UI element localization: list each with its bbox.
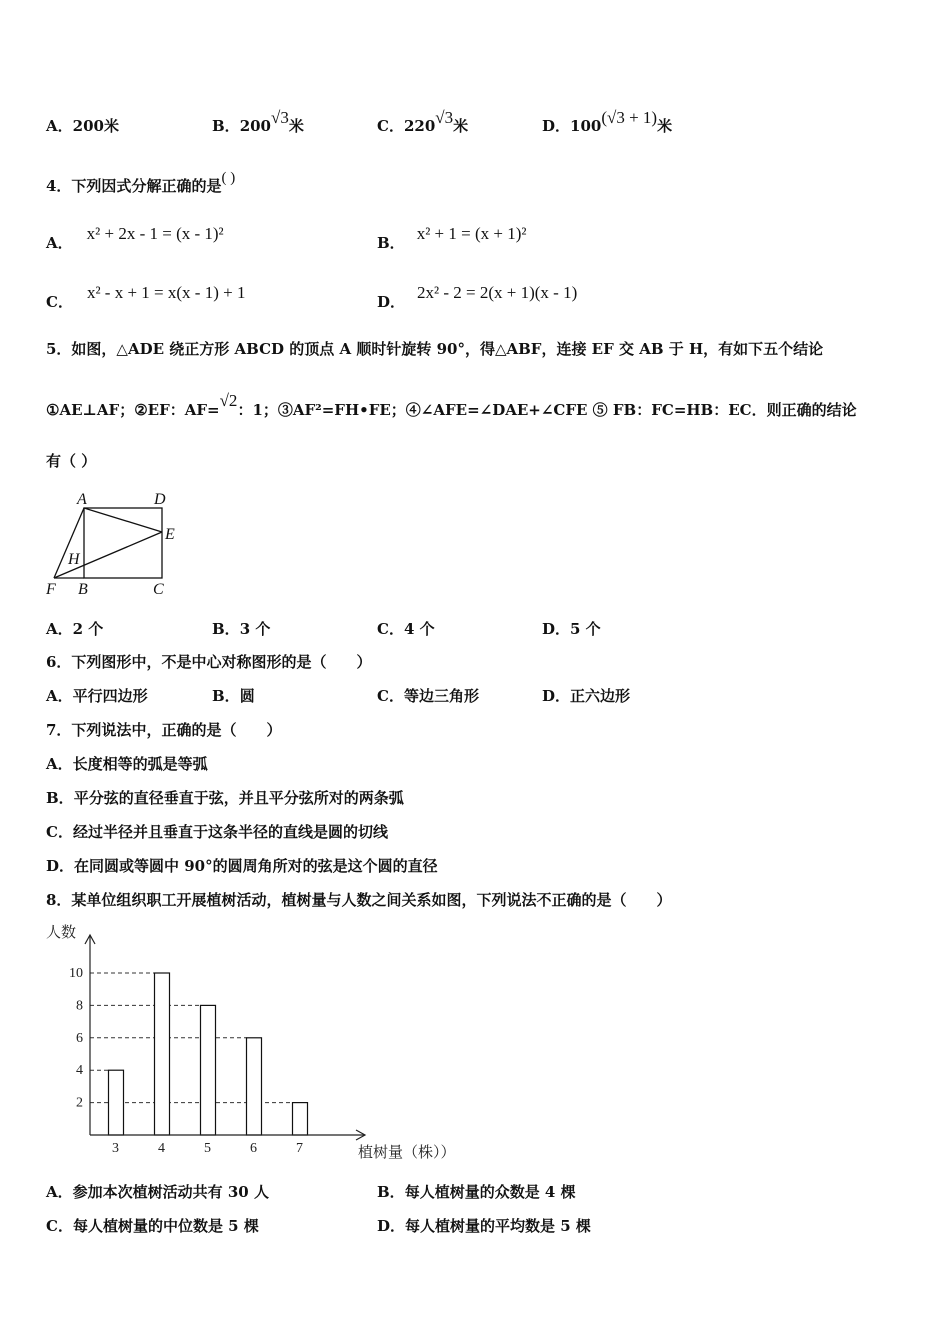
label-b: B — [78, 581, 88, 598]
q3-option-d[interactable]: D．100(√3 + 1)米 — [542, 108, 673, 135]
q7-option-d[interactable]: D．在同圆或等圆中 90°的圆周角所对的弦是这个圆的直径 — [46, 857, 438, 875]
y-tick-label: 4 — [76, 1063, 83, 1079]
bar-5 — [201, 1005, 216, 1135]
sqrt-expression: √3 — [271, 108, 289, 127]
q8-option-c[interactable]: C．每人植树量的中位数是 5 棵 — [46, 1217, 259, 1235]
q5-option-d[interactable]: D．5 个 — [542, 620, 601, 638]
x-tick-label: 7 — [296, 1141, 303, 1156]
answer-paren: ( ) — [221, 170, 236, 186]
math-expression: x² + 1 = (x + 1)² — [416, 224, 527, 243]
q7-option-a[interactable]: A．长度相等的弧是等弧 — [46, 755, 208, 773]
sqrt-expression: √3 — [435, 108, 454, 127]
q8-option-a[interactable]: A．参加本次植树活动共有 30 人 — [46, 1183, 269, 1201]
q4-option-c[interactable]: C． x² - x + 1 = x(x - 1) + 1 — [46, 283, 246, 311]
label-a: A — [77, 491, 87, 508]
q7-option-c[interactable]: C．经过半径并且垂直于这条半径的直线是圆的切线 — [46, 823, 388, 841]
q8-option-d[interactable]: D．每人植树量的平均数是 5 棵 — [377, 1217, 591, 1235]
q4-stem: 4．下列因式分解正确的是( ) — [46, 170, 236, 195]
q3-option-b[interactable]: B．200√3米 — [212, 108, 304, 135]
math-expression: x² + 2x - 1 = (x - 1)² — [86, 224, 224, 243]
label-d: D — [154, 491, 166, 508]
q8-option-b[interactable]: B．每人植树量的众数是 4 棵 — [377, 1183, 576, 1201]
y-tick-label: 6 — [76, 1030, 83, 1046]
q4-option-d[interactable]: D． 2x² - 2 = 2(x + 1)(x - 1) — [377, 283, 578, 311]
label-f: F — [46, 581, 56, 598]
sqrt-expression: √2 — [219, 391, 238, 410]
math-expression: 2x² - 2 = 2(x + 1)(x - 1) — [417, 283, 578, 302]
q5-stem-line1: 5．如图，△ADE 绕正方形 ABCD 的顶点 A 顺时针旋转 90°，得△ABF，连接 EF 交 AB 于 H，有如下五个结论 — [46, 340, 824, 358]
q4-option-b[interactable]: B． x² + 1 = (x + 1)² — [377, 224, 527, 252]
q5-option-a[interactable]: A．2 个 — [46, 620, 104, 638]
q6-option-b[interactable]: B．圆 — [212, 687, 255, 705]
x-tick-label: 4 — [158, 1141, 165, 1156]
y-tick-label: 10 — [69, 966, 83, 981]
q5-stem-line2: ①AE⊥AF；②EF：AF=√2：1；③AF²=FH•FE；④∠AFE=∠DAE+∠CFE ⑤ FB：FC=HB：EC．则正确的结论 — [46, 391, 857, 419]
math-expression: x² - x + 1 = x(x - 1) + 1 — [86, 283, 246, 302]
q5-option-b[interactable]: B．3 个 — [212, 620, 271, 638]
label-h: H — [68, 551, 80, 568]
q6-option-d[interactable]: D．正六边形 — [542, 687, 631, 705]
tree-planting-bar-chart — [40, 920, 480, 1165]
q4-option-a[interactable]: A． x² + 2x - 1 = (x - 1)² — [46, 224, 224, 252]
q6-stem: 6．下列图形中，不是中心对称图形的是（ ） — [46, 653, 372, 671]
q6-option-a[interactable]: A．平行四边形 — [46, 687, 148, 705]
label-c: C — [153, 581, 164, 598]
x-tick-label: 5 — [204, 1141, 211, 1156]
q3-option-a[interactable]: A．200米 — [46, 117, 119, 135]
label-e: E — [165, 526, 175, 543]
q7-option-b[interactable]: B．平分弦的直径垂直于弦，并且平分弦所对的两条弧 — [46, 789, 404, 807]
x-tick-label: 6 — [250, 1141, 257, 1156]
segment-ae — [84, 508, 162, 532]
x-axis-label: 植树量（株）） — [358, 1143, 456, 1161]
q3-option-c[interactable]: C．220√3米 — [377, 108, 469, 135]
square-rotation-figure — [44, 488, 194, 600]
x-tick-label: 3 — [112, 1141, 119, 1156]
q5-stem-line3: 有（ ） — [46, 452, 97, 470]
bar-6 — [247, 1038, 262, 1135]
sqrt-expression: (√3 + 1) — [601, 108, 658, 127]
q8-stem: 8．某单位组织职工开展植树活动，植树量与人数之间关系如图，下列说法不正确的是（ ） — [46, 891, 672, 909]
y-tick-label: 2 — [76, 1095, 83, 1111]
y-tick-label: 8 — [76, 998, 83, 1014]
square-abcd — [84, 508, 162, 578]
q7-stem: 7．下列说法中，正确的是（ ） — [46, 721, 282, 739]
bar-3 — [109, 1070, 124, 1135]
bar-4 — [155, 973, 170, 1135]
y-axis-label: 人数 — [46, 925, 77, 941]
bar-7 — [293, 1103, 308, 1135]
q5-option-c[interactable]: C．4 个 — [377, 620, 435, 638]
q6-option-c[interactable]: C．等边三角形 — [377, 687, 479, 705]
